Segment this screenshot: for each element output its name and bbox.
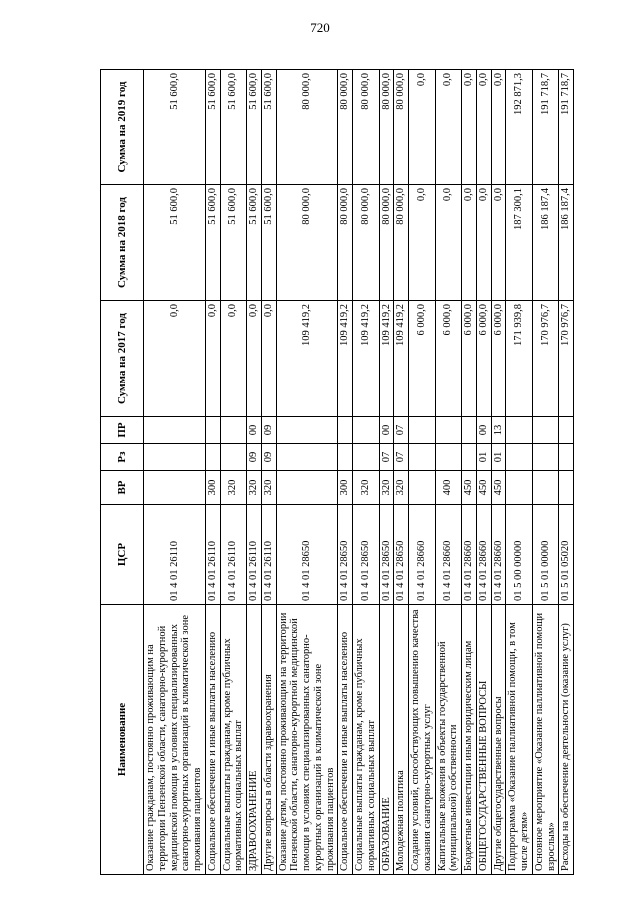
table-row xyxy=(491,70,506,875)
row-sum-2019: 0,0 xyxy=(476,70,491,185)
table-body xyxy=(144,70,574,875)
row-vr: 320 xyxy=(261,471,276,505)
table-row xyxy=(409,70,436,875)
row-rz xyxy=(462,444,477,471)
row-vr: 320 xyxy=(247,471,262,505)
row-sum-2018: 80 000,0 xyxy=(338,185,353,301)
row-name: Молодежная политика xyxy=(394,605,409,875)
row-name: Основное мероприятие «Оказание паллиативной помощи взрослым» xyxy=(532,605,559,875)
row-sum-2018: 51 600,0 xyxy=(220,185,247,301)
page-number: 720 xyxy=(310,20,330,35)
row-rz xyxy=(353,444,380,471)
row-vr: 320 xyxy=(379,471,394,505)
row-sum-2017: 0,0 xyxy=(247,301,262,417)
row-name: ОБРАЗОВАНИЕ xyxy=(379,605,394,875)
row-name: Социальное обеспечение и иные выплаты населению xyxy=(205,605,220,875)
row-sum-2019: 80 000,0 xyxy=(379,70,394,185)
row-sum-2017: 109 419,2 xyxy=(353,301,380,417)
row-sum-2017: 6 000,0 xyxy=(491,301,506,417)
row-sum-2017: 6 000,0 xyxy=(476,301,491,417)
row-sum-2017: 171 939,8 xyxy=(506,301,533,417)
row-sum-2017: 0,0 xyxy=(205,301,220,417)
row-vr: 300 xyxy=(338,471,353,505)
row-sum-2019: 51 600,0 xyxy=(205,70,220,185)
row-rz xyxy=(435,444,462,471)
row-vr: 300 xyxy=(205,471,220,505)
row-rz: 07 xyxy=(394,444,409,471)
row-sum-2017: 170 976,7 xyxy=(532,301,559,417)
row-pr xyxy=(506,417,533,444)
row-sum-2018: 51 600,0 xyxy=(247,185,262,301)
row-sum-2017: 0,0 xyxy=(220,301,247,417)
row-pr xyxy=(435,417,462,444)
row-sum-2018: 0,0 xyxy=(476,185,491,301)
header-sum-2019: Сумма на 2019 год xyxy=(101,70,144,185)
row-pr: 00 xyxy=(476,417,491,444)
row-sum-2018: 186 187,4 xyxy=(559,185,574,301)
header-sum-2017: Сумма на 2017 год xyxy=(101,301,144,417)
table-row xyxy=(261,70,276,875)
row-rz: 07 xyxy=(379,444,394,471)
row-sum-2018: 80 000,0 xyxy=(379,185,394,301)
row-sum-2018: 0,0 xyxy=(435,185,462,301)
row-vr xyxy=(144,471,206,505)
table-row xyxy=(338,70,353,875)
row-sum-2017: 109 419,2 xyxy=(338,301,353,417)
row-csr: 01 4 01 28660 xyxy=(409,505,436,605)
row-sum-2017: 6 000,0 xyxy=(462,301,477,417)
table-row xyxy=(435,70,462,875)
header-pr: ПР xyxy=(101,417,144,444)
row-rz: 01 xyxy=(476,444,491,471)
header-sum-2018: Сумма на 2018 год xyxy=(101,185,144,301)
row-vr xyxy=(532,471,559,505)
row-pr: 00 xyxy=(247,417,262,444)
row-name: Капитальные вложения в объекты государственной (муниципальной) собственности xyxy=(435,605,462,875)
row-name: Оказание гражданам, постоянно проживающим на территории Пензенской области, санаторно-курортной медицинской помощи в условиях специализированных санаторно-курортных организаций в климатической зоне проживания пациентов xyxy=(144,605,206,875)
row-sum-2018: 80 000,0 xyxy=(394,185,409,301)
table-row xyxy=(144,70,206,875)
table-row xyxy=(559,70,574,875)
header-vr: ВР xyxy=(101,471,144,505)
row-vr: 400 xyxy=(435,471,462,505)
row-sum-2017: 0,0 xyxy=(144,301,206,417)
row-pr: 07 xyxy=(394,417,409,444)
row-csr: 01 5 01 05020 xyxy=(559,505,574,605)
row-name: Создание условий, способствующих повышению качества оказания санаторно-курортных услуг xyxy=(409,605,436,875)
row-csr: 01 4 01 26110 xyxy=(247,505,262,605)
row-csr: 01 4 01 28660 xyxy=(462,505,477,605)
table-row xyxy=(379,70,394,875)
row-pr xyxy=(276,417,338,444)
row-sum-2019: 51 600,0 xyxy=(220,70,247,185)
row-sum-2017: 6 000,0 xyxy=(409,301,436,417)
row-csr: 01 4 01 28650 xyxy=(338,505,353,605)
row-name: ЗДРАВООХРАНЕНИЕ xyxy=(247,605,262,875)
row-pr xyxy=(205,417,220,444)
row-sum-2018: 186 187,4 xyxy=(532,185,559,301)
row-csr: 01 4 01 26110 xyxy=(261,505,276,605)
row-rz xyxy=(338,444,353,471)
row-rz xyxy=(220,444,247,471)
table-row xyxy=(532,70,559,875)
row-name: Другие общегосударственные вопросы xyxy=(491,605,506,875)
row-sum-2017: 6 000,0 xyxy=(435,301,462,417)
row-sum-2019: 192 871,3 xyxy=(506,70,533,185)
table-row xyxy=(220,70,247,875)
row-vr: 320 xyxy=(220,471,247,505)
row-rz: 01 xyxy=(491,444,506,471)
row-sum-2018: 80 000,0 xyxy=(353,185,380,301)
row-pr xyxy=(559,417,574,444)
row-rz xyxy=(532,444,559,471)
table-row xyxy=(394,70,409,875)
row-sum-2019: 80 000,0 xyxy=(394,70,409,185)
row-sum-2019: 80 000,0 xyxy=(276,70,338,185)
row-name: Оказание детям, постоянно проживающим на территории Пензенской области, санаторно-курортной медицинской помощи в условиях специализированных санаторно-курортных организаций в климатической зоне проживания пациентов xyxy=(276,605,338,875)
row-sum-2018: 51 600,0 xyxy=(205,185,220,301)
row-pr xyxy=(353,417,380,444)
header-csr: ЦСР xyxy=(101,505,144,605)
row-name: Бюджетные инвестиции иным юридическим лицам xyxy=(462,605,477,875)
table-header-row xyxy=(101,70,144,875)
row-name: Социальное обеспечение и иные выплаты населению xyxy=(338,605,353,875)
row-sum-2017: 0,0 xyxy=(261,301,276,417)
row-csr: 01 4 01 26110 xyxy=(220,505,247,605)
row-vr xyxy=(506,471,533,505)
row-name: ОБЩЕГОСУДАРСТВЕННЫЕ ВОПРОСЫ xyxy=(476,605,491,875)
row-name: Социальные выплаты гражданам, кроме публичных нормативных социальных выплат xyxy=(220,605,247,875)
row-vr: 320 xyxy=(353,471,380,505)
row-csr: 01 4 01 26110 xyxy=(144,505,206,605)
row-pr xyxy=(532,417,559,444)
row-vr xyxy=(559,471,574,505)
row-vr: 450 xyxy=(476,471,491,505)
row-pr xyxy=(409,417,436,444)
row-sum-2019: 80 000,0 xyxy=(338,70,353,185)
row-vr: 450 xyxy=(462,471,477,505)
row-pr: 09 xyxy=(261,417,276,444)
row-sum-2018: 0,0 xyxy=(462,185,477,301)
row-pr: 00 xyxy=(379,417,394,444)
row-pr xyxy=(338,417,353,444)
row-csr: 01 4 01 28660 xyxy=(491,505,506,605)
row-sum-2017: 170 976,7 xyxy=(559,301,574,417)
row-sum-2017: 109 419,2 xyxy=(276,301,338,417)
row-sum-2019: 0,0 xyxy=(462,70,477,185)
row-csr: 01 4 01 26110 xyxy=(205,505,220,605)
header-name: Наименование xyxy=(101,605,144,875)
row-sum-2019: 191 718,7 xyxy=(532,70,559,185)
row-vr xyxy=(409,471,436,505)
row-sum-2019: 51 600,0 xyxy=(144,70,206,185)
row-csr: 01 4 01 28660 xyxy=(476,505,491,605)
row-csr: 01 4 01 28660 xyxy=(435,505,462,605)
row-sum-2019: 0,0 xyxy=(409,70,436,185)
row-rz xyxy=(409,444,436,471)
row-sum-2018: 187 300,1 xyxy=(506,185,533,301)
row-sum-2018: 80 000,0 xyxy=(276,185,338,301)
rotated-page-content xyxy=(100,70,580,875)
row-rz xyxy=(506,444,533,471)
row-csr: 01 4 01 28650 xyxy=(276,505,338,605)
row-vr: 320 xyxy=(394,471,409,505)
row-sum-2019: 51 600,0 xyxy=(261,70,276,185)
row-sum-2017: 109 419,2 xyxy=(379,301,394,417)
row-name: Социальные выплаты гражданам, кроме публичных нормативных социальных выплат xyxy=(353,605,380,875)
row-sum-2019: 51 600,0 xyxy=(247,70,262,185)
row-rz xyxy=(276,444,338,471)
table-row xyxy=(276,70,338,875)
row-sum-2018: 51 600,0 xyxy=(261,185,276,301)
row-rz xyxy=(144,444,206,471)
row-sum-2019: 0,0 xyxy=(435,70,462,185)
row-csr: 01 4 01 28650 xyxy=(394,505,409,605)
table-row xyxy=(462,70,477,875)
row-rz: 09 xyxy=(247,444,262,471)
row-pr xyxy=(462,417,477,444)
row-pr xyxy=(220,417,247,444)
row-pr xyxy=(144,417,206,444)
row-vr: 450 xyxy=(491,471,506,505)
row-sum-2018: 0,0 xyxy=(409,185,436,301)
row-vr xyxy=(276,471,338,505)
table-row xyxy=(476,70,491,875)
row-rz xyxy=(205,444,220,471)
row-rz xyxy=(559,444,574,471)
row-name: Другие вопросы в области здравоохранения xyxy=(261,605,276,875)
row-csr: 01 5 00 00000 xyxy=(506,505,533,605)
row-name: Расходы на обеспечение деятельности (оказание услуг) xyxy=(559,605,574,875)
table-row xyxy=(247,70,262,875)
row-rz: 09 xyxy=(261,444,276,471)
row-pr: 13 xyxy=(491,417,506,444)
table-row xyxy=(353,70,380,875)
row-csr: 01 5 01 00000 xyxy=(532,505,559,605)
row-csr: 01 4 01 28650 xyxy=(353,505,380,605)
table-row xyxy=(506,70,533,875)
row-sum-2019: 0,0 xyxy=(491,70,506,185)
row-sum-2018: 0,0 xyxy=(491,185,506,301)
row-sum-2019: 191 718,7 xyxy=(559,70,574,185)
row-name: Подпрограмма «Оказание паллиативной помощи, в том числе детям» xyxy=(506,605,533,875)
row-sum-2019: 80 000,0 xyxy=(353,70,380,185)
row-sum-2017: 109 419,2 xyxy=(394,301,409,417)
header-rz: Рз xyxy=(101,444,144,471)
row-csr: 01 4 01 28650 xyxy=(379,505,394,605)
row-sum-2018: 51 600,0 xyxy=(144,185,206,301)
table-row xyxy=(205,70,220,875)
budget-table xyxy=(100,69,574,875)
